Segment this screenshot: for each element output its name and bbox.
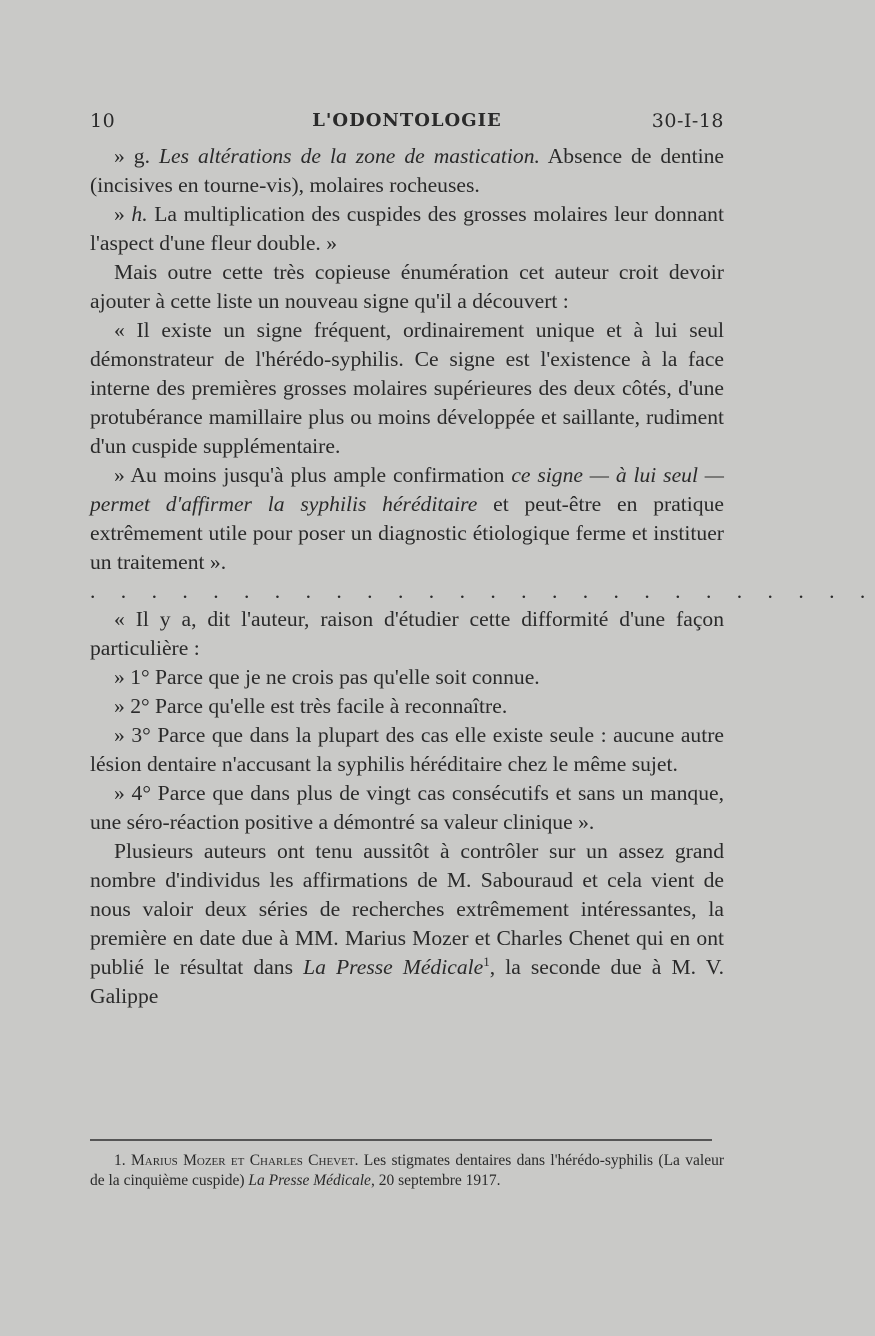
- paragraph: » 1° Parce que je ne crois pas qu'elle soit connue.: [114, 665, 540, 689]
- footnote-marker: 1: [483, 953, 490, 969]
- running-header: [90, 110, 724, 138]
- paragraph: Mais outre cette très copieuse énumération cet auteur croit devoir ajouter à cette liste un nouveau signe qu'il a découvert :: [90, 260, 724, 313]
- footnote-number: 1.: [114, 1152, 131, 1169]
- paragraph: « Il existe un signe fréquent, ordinairement unique et à lui seul démonstrateur de l'hérédo-syphilis. Ce signe est l'existence à la face interne des premières grosses molaires supérieures des deux côtés, d'une protubérance mamillaire plus ou moins développée et saillante, rudiment d'un cuspide supplémentaire.: [90, 318, 724, 458]
- text-run: . Les stigmates dentaires dans l'hérédo-syphilis (La valeur de la cinquième cuspide): [90, 1152, 725, 1189]
- text-run: »: [114, 202, 132, 226]
- text-run: et peut-être en pratique extrêmement utile pour poser un diagnostic étiologique ferme et instituer un traitement ».: [90, 492, 724, 574]
- italic-text: Les altérations de la zone de mastication.: [159, 144, 540, 168]
- footnote: [90, 1151, 724, 1191]
- text-run: » g.: [114, 144, 159, 168]
- italic-text: La Presse Médicale: [248, 1172, 371, 1189]
- italic-text: La Presse Médicale: [303, 955, 484, 979]
- italic-text: ce signe — à lui seul — permet d'affirmer la syphilis héréditaire: [90, 463, 725, 516]
- body-text: [90, 142, 875, 1011]
- journal-title: L'ODONTOLOGIE: [312, 110, 502, 131]
- text-run: , la seconde due à M. V. Galippe: [90, 955, 724, 1008]
- footnote-rule: [90, 1139, 712, 1141]
- text-run: , 20 septembre 1917.: [370, 1172, 501, 1189]
- paragraph: » 3° Parce que dans la plupart des cas elle existe seule : aucune autre lésion dentaire n'accusant la syphilis héréditaire chez le même sujet.: [90, 723, 724, 776]
- text-run: Absence de dentine (incisives en tourne-vis), molaires rocheuses.: [90, 144, 724, 197]
- text-run: La multiplication des cuspides des grosses molaires leur donnant l'aspect d'une fleur double. »: [90, 202, 724, 255]
- footnote-text: [90, 1151, 724, 1191]
- text-run: » Au moins jusqu'à plus ample confirmation: [114, 463, 512, 487]
- italic-text: h.: [131, 202, 148, 226]
- text-run: Plusieurs auteurs ont tenu aussitôt à contrôler sur un assez grand nombre d'individus les affirmations de M. Sabouraud et cela vient de nous valoir deux séries de recherches extrêmement intéressantes, la première en date due à MM. Marius Mozer et Charles Chenet qui en ont publié le résultat dans: [90, 839, 724, 979]
- paragraph: « Il y a, dit l'auteur, raison d'étudier cette difformité d'une façon particulière :: [90, 607, 724, 660]
- ellipsis-separator: . . . . . . . . . . . . . . . . . . . . . . . . . .: [90, 579, 875, 603]
- page-number: 10: [90, 110, 116, 132]
- paragraph: » 4° Parce que dans plus de vingt cas consécutifs et sans un manque, une séro-réaction positive a démontré sa valeur clinique ».: [90, 781, 724, 834]
- paragraph: [90, 142, 724, 200]
- paragraph: [90, 837, 724, 1011]
- paragraph: » 2° Parce qu'elle est très facile à reconnaître.: [114, 694, 508, 718]
- issue-date: 30-I-18: [651, 110, 724, 132]
- paragraph: [90, 461, 724, 577]
- paragraph: [90, 200, 724, 258]
- footnote-authors: Marius Mozer et Charles Chevet: [130, 1152, 355, 1169]
